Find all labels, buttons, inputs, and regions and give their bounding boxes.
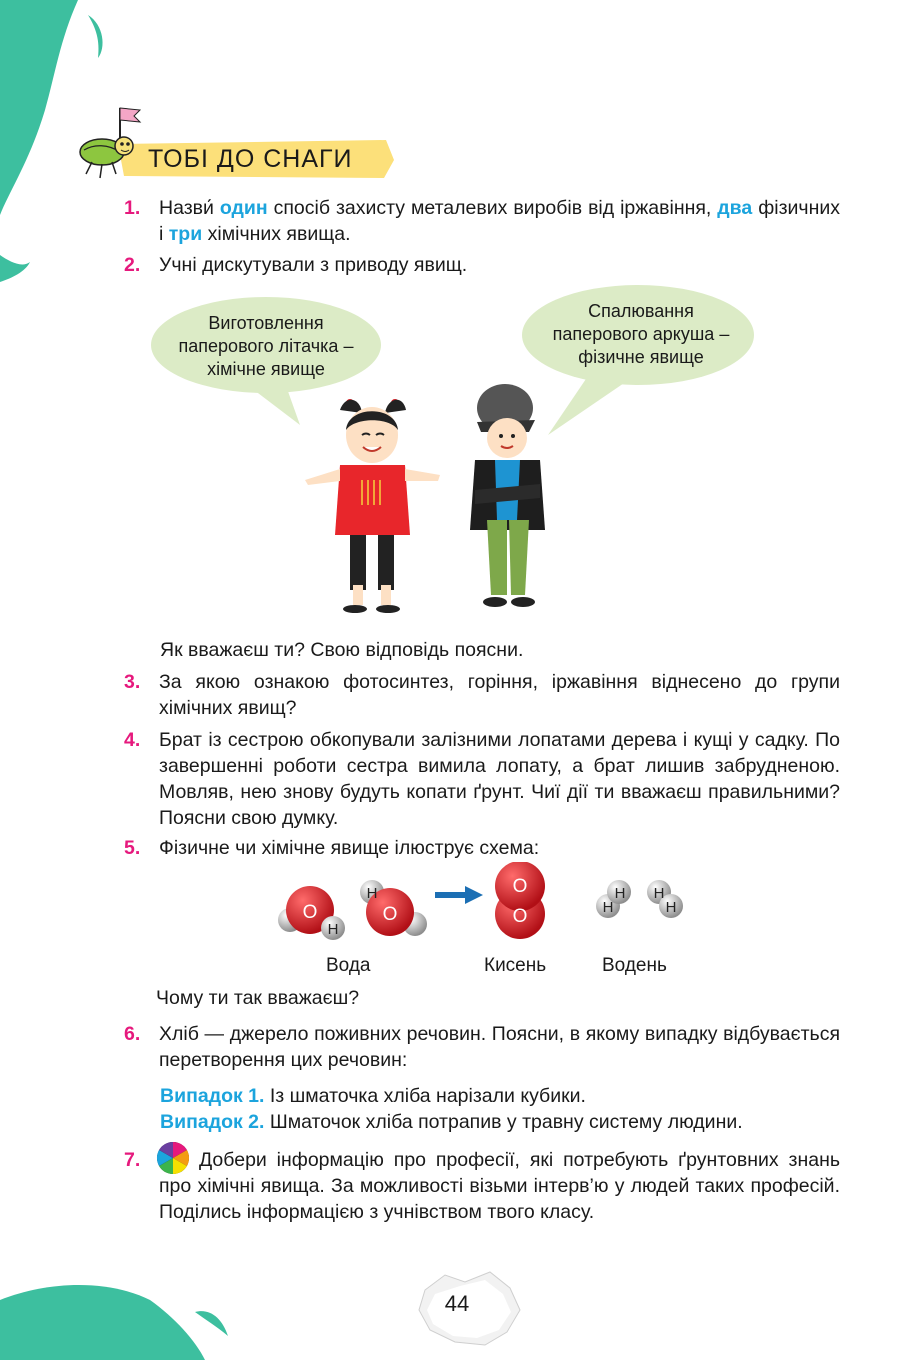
question-number: 3.: [124, 671, 141, 693]
q5-follow-up: Чому ти так вважаєш?: [156, 987, 360, 1009]
svg-text:H: H: [653, 885, 665, 902]
section-title: ТОБІ ДО СНАГИ: [148, 145, 353, 173]
svg-text:O: O: [382, 904, 398, 925]
question-number: 2.: [124, 254, 141, 276]
svg-text:O: O: [302, 902, 318, 923]
svg-text:O: O: [512, 906, 528, 927]
reaction-scheme: [270, 862, 700, 952]
case-1: Випадок 1. Із шматочка хліба нарізали кубики.: [160, 1085, 586, 1107]
question-number: 1.: [124, 197, 141, 219]
question-number: 7.: [124, 1149, 141, 1171]
question-1: [124, 195, 840, 247]
water-molecule-2: [360, 880, 427, 936]
svg-text:H: H: [366, 885, 378, 902]
bubble-left-text: Виготовлення паперового літачка – хімічне явище: [178, 313, 354, 379]
question-3: [124, 669, 840, 721]
svg-text:H: H: [614, 885, 626, 902]
oxygen-molecule: [495, 862, 545, 939]
question-2: [124, 252, 840, 278]
page-number: 44: [444, 1291, 470, 1316]
label-water: Вода: [326, 955, 371, 976]
svg-text:H: H: [665, 899, 677, 916]
beetle-mascot-icon: [74, 104, 148, 182]
label-hydrogen: Водень: [602, 955, 667, 976]
svg-text:H: H: [327, 921, 339, 938]
case-2: Випадок 2. Шматочок хліба потрапив у травну систему людини.: [160, 1111, 743, 1133]
svg-text:O: O: [512, 876, 528, 897]
question-number: 5.: [124, 837, 141, 859]
color-wheel-icon: [155, 1140, 191, 1176]
hydrogen-molecule-2: [647, 880, 683, 918]
reaction-arrow-icon: [435, 886, 483, 904]
question-text: Назви́ один спосіб захисту металевих виробів від іржавіння, два фізичних і три хімічних явища.: [159, 197, 840, 245]
boy-illustration: [465, 380, 550, 615]
question-5: [124, 835, 840, 861]
bubble-right-text: Спалювання паперового аркуша – фізичне явище: [552, 301, 730, 367]
question-text: За якою ознакою фотосинтез, горіння, іржавіння віднесено до групи хімічних явищ?: [159, 671, 840, 719]
question-4: [124, 727, 840, 831]
question-7: [124, 1147, 840, 1225]
hydrogen-molecule-1: [596, 880, 631, 918]
question-text: Учні дискутували з приводу явищ.: [159, 254, 468, 276]
q2-follow-up: Як вважаєш ти? Свою відповідь поясни.: [160, 639, 524, 661]
question-text: Фізичне чи хімічне явище ілюструє схема:: [159, 837, 540, 859]
label-oxygen: Кисень: [484, 955, 547, 976]
svg-text:H: H: [602, 899, 614, 916]
question-text: Добери інформацію про професії, які потребують ґрунтовних знань про хімічні явища. За можливості візьми інтерв’ю у людей таких професій. Поділись інформацією з учнівством твого класу.: [159, 1149, 840, 1223]
question-number: 4.: [124, 729, 141, 751]
question-text: Брат із сестрою обкопували залізними лопатами дерева і кущі у садку. По завершенні роботи сестра вимила лопату, а брат лишив забрудненою. Мовляв, нею знову будуть копати ґрунт. Чиї дії ти вважаєш правильними? Поясни свою думку.: [159, 729, 840, 829]
question-text: Хліб — джерело поживних речовин. Поясни, в якому випадку відбувається перетворення цих речовин:: [159, 1023, 840, 1071]
question-number: 6.: [124, 1023, 141, 1045]
question-6: [124, 1021, 840, 1073]
girl-illustration: [300, 385, 445, 615]
water-molecule-1: [278, 886, 345, 940]
